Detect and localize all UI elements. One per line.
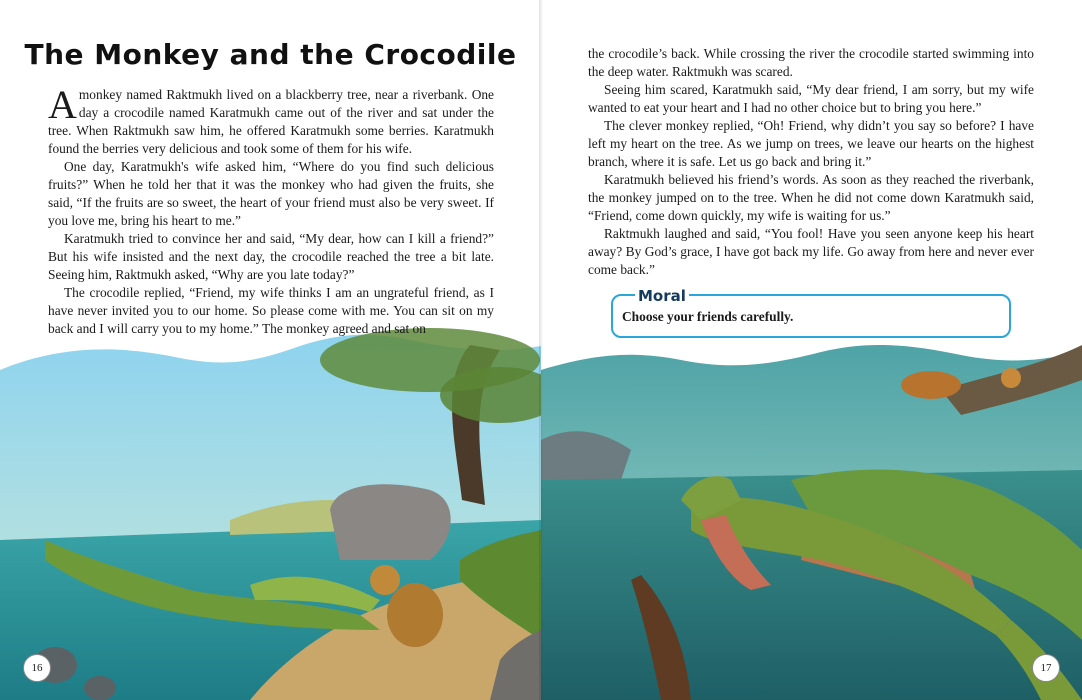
paragraph: One day, Karatmukh's wife asked him, “Where do you find such delicious fruits?” When he told her that it was the monkey who had given the fruits, she said, “If the fruits are so sweet, the heart of your friend must also be very sweet. If you love me, bring his heart to me.” — [48, 159, 494, 228]
page-number-right: 17 — [1032, 654, 1060, 682]
paragraph: Seeing him scared, Karatmukh said, “My dear friend, I am sorry, but my wife wanted to eat your heart and I had no other choice but to bring you here.” — [588, 82, 1034, 115]
paragraph: Amonkey named Raktmukh lived on a blackberry tree, near a riverbank. One day a crocodile named Karatmukh came out of the river and sat under the tree. When Raktmukh saw him, he offered Karatmukh some berries. Karatmukh found the berries very delicious and took some of them for his wife. — [48, 82, 494, 156]
left-story-text — [48, 82, 494, 338]
page-number-left: 16 — [23, 654, 51, 682]
drop-cap: A — [48, 82, 77, 127]
monkey-figure — [901, 371, 961, 399]
paragraph: Karatmukh believed his friend’s words. As soon as they reached the riverbank, the monkey jumped on to the tree. When he did not come down Karatmukh said, “Friend, come down quickly, my wife is waiting for us.” — [588, 172, 1034, 223]
moral-title: Moral — [635, 287, 689, 305]
moral-box — [611, 287, 1011, 338]
book-gutter — [539, 0, 543, 700]
paragraph: The clever monkey replied, “Oh! Friend, why didn’t you say so before? I have left my heart on the tree. As we jump on trees, we leave our hearts on the highest branch, where it is safe. Let us go back and bring it.” — [588, 118, 1034, 169]
moral-text: Choose your friends carefully. — [622, 309, 794, 324]
paragraph: The crocodile replied, “Friend, my wife thinks I am an ungrateful friend, as I have never invited you to our home. So please come with me. You can sit on my back and I will carry you to my home.” The monkey agreed and sat on — [48, 285, 494, 336]
right-story-text — [588, 45, 1034, 279]
paragraph: the crocodile’s back. While crossing the river the crocodile started swimming into the deep water. Raktmukh was scared. — [588, 46, 1034, 79]
story-title: The Monkey and the Crocodile — [24, 38, 517, 71]
paragraph: Raktmukh laughed and said, “You fool! Have you seen anyone keep his heart away? By God’s grace, I have got back my life. Go away from here and never ever come back.” — [588, 226, 1034, 277]
paragraph: Karatmukh tried to convince her and said, “My dear, how can I kill a friend?” But his wife insisted and the next day, the crocodile reached the tree a bit late. Seeing him, Raktmukh asked, “Why are you late today?” — [48, 231, 494, 282]
monkey-figure — [370, 565, 400, 595]
